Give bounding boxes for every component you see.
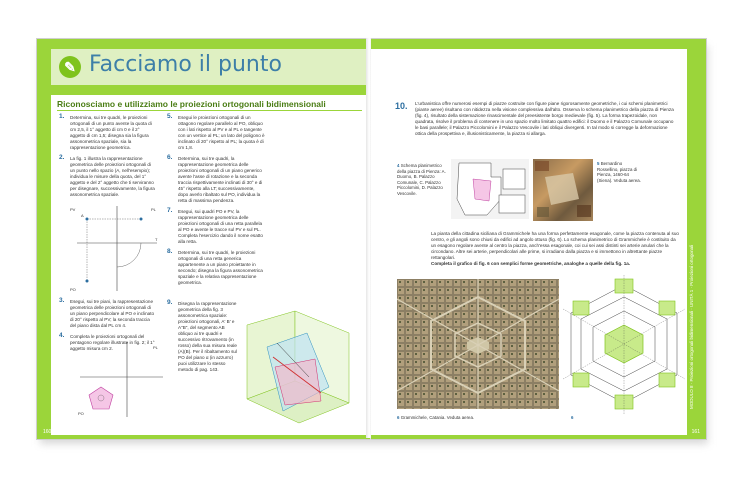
exercise-column-2 xyxy=(167,115,265,291)
exercise-item: 3. Esegui, sui tre piani, la rappresentazione geometrica delle proiezioni ortogonali di un piano perpendicolare al PO e inclinato di 20° rispetto al PV; la seconda traccia del piano dista dal PL cm 4. xyxy=(59,297,155,328)
exercise-item: 6. Determina, sui tre quadri, la rappresentazione geometrica delle proiezioni ortogonali di un piano generico avente l'asse di rotazione e la seconda traccia rispettivamente inclinati di 30° e di 45° rispetto alla LT; successivamente, dopo averlo ribaltato sul PO, individua la retta di massima pendenza. xyxy=(167,154,263,203)
figure-5-pienza-aerial-photo xyxy=(533,159,593,221)
exercise-10-number: 10. xyxy=(395,101,408,111)
open-book xyxy=(36,38,706,440)
figure-6-caption: 6 Grammichele, Catania. Veduta aerea. xyxy=(397,415,475,420)
figure-4-caption: 4 Schema planimetrico della piazza di Pienza: A. Duomo, B. Palazzo Comunale, C. Palazzo Piccolomini, D. Palazzo Vescovile. xyxy=(397,163,446,196)
page-number-left: 160 xyxy=(43,429,52,435)
figure-1-point-projection xyxy=(67,201,162,296)
a-label: A xyxy=(81,213,84,218)
exercise-item: 4. Completa le proiezioni ortogonali del pentagono regolare illustrate in fig. 2; il 1° aggetto misura cm 2. xyxy=(59,332,155,351)
pencil-icon: ✎ xyxy=(59,56,81,78)
page-number-right: 161 xyxy=(691,429,700,435)
exercise-item: 1. Determina, sui tre quadri, le proiezioni ortogonali di un punto avente la quota di cm 2,5, il 1° aggetto di cm 0 e il 2° aggetto di cm 1,5; disegna sia la figura assonometrica spaziale, sia la rappresentazione geometrica. xyxy=(59,113,152,150)
grammichele-text: La pianta della cittadina siciliana di Grammichele ha una forma perfettamente esagonale, come la piazza contenuta al suo centro, e gli angoli sono chiusi da edifici ad angolo ottuso (fig. 6). Lo schema planimetrico di Grammichele è costituito da un esagono regolare avente al centro la piazza, anch'essa esagonale, coi cui sei assi distinti sei arterie anulari che la circondano. Altre sei arterie, perpendicolari alle prime, si irradiano dalla piazza e si immettono in altrettante piazze rettangolari. xyxy=(431,231,679,260)
exercise-item: 9. Disegna la rappresentazione geometrica della fig. 3 assonometrica spaziale: proiezioni ortogonali, A' B' e A"B", del segmento AB obliquo ai tre quadri e successivo ritrovamento (in rosso) della sua misura reale (A)(B). Per il ribaltamento sul PO del piano α (in azzurro) puoi utilizzare lo stesso metodo di pag. 143. xyxy=(167,299,237,372)
po-label: PO xyxy=(70,287,76,292)
exercise-item: 7. Esegui, sui quadri PO e PV, la rappresentazione geometrica delle proiezioni ortogonali di una retta parallela al PO e avente le tracce sul PV e sul PL. Completa l'esercizio dando il nome esatto alla retta. xyxy=(167,207,263,244)
page-title: Facciamo il punto xyxy=(89,52,282,77)
left-page xyxy=(36,38,370,440)
pl-label: PL xyxy=(153,345,158,350)
figure-4-pienza-plan xyxy=(451,159,529,219)
pv-label: PV xyxy=(70,207,76,212)
figure-6-hexagon-diagram xyxy=(563,275,685,415)
figure-5-caption: 5 Bernardino Rossellino, piazza di Pienza, 1460-64 (Siena). Veduta aerea. xyxy=(597,161,641,183)
exercise-column-2b xyxy=(167,301,237,378)
exercise-column-1 xyxy=(59,115,155,203)
figure-3-axonometric xyxy=(237,307,357,427)
exercise-item: 2. La fig. 1 illustra la rappresentazione geometrica delle proiezioni ortogonali di un punto nello spazio (A, nell'esempio); individua le misure della quota, del 1° aggetto e del 2° aggetto che ti serviranno per disegnare, successivamente, la figura assonometrica spaziale. xyxy=(59,154,155,197)
right-page xyxy=(371,38,707,440)
exercise-item: 5. Esegui le proiezioni ortogonali di un ottagono regolare parallelo al PO, obliquo con i lati rispetto al PV e al PL e tangente con un vertice al PL; un lato del poligono è inclinato di 20° rispetto al PL; la quota è di cm 1,8. xyxy=(167,113,265,150)
figure-6-grammichele-aerial-photo xyxy=(397,279,559,409)
figure-2-pentagon xyxy=(75,339,165,419)
right-page-top xyxy=(371,49,687,95)
t-label: T xyxy=(155,237,158,242)
exercise-10-text: L'urbanistica offre numerosi esempi di piazze costruite con figure piane rigorosamente geometriche, i cui schemi planimetrici (piante aeree) risultano con nitidezza nella visione complessiva dall'alto. Osserva lo schema planimetrico della piazza di Pienza (fig. 4), risultato della sistemazione rinascimentale del preesistente borgo medievale (fig. 5). La forma trapezoidale, non quadrata, risolve il problema di contenere in uno spazio molto limitato quattro edifici: il Duomo e il Palazzo Comunale occupano le basi parallele; il Palazzo Piccolomini e il Palazzo Vescovile i lati obliqui divergenti. In tal modo si corregge la deformazione ottica della prospettiva e, illusionisticamente, la piazza si allarga. xyxy=(415,101,674,136)
figure-6b-caption: 6 xyxy=(571,415,574,420)
side-tab: MODULO 8 · Proiezioni ortogonali bidimensionali · UNITÀ 1 · Proiezioni ortogonali xyxy=(689,244,694,409)
pl-label: PL xyxy=(151,207,156,212)
grammichele-task: Completa il grafico di fig. 6 con semplici forme geometriche, analoghe a quelle della fig. 1a. xyxy=(431,261,631,266)
po-label: PO xyxy=(78,411,84,416)
section-title: Riconosciamo e utilizziamo le proiezioni ortogonali bidimensionali xyxy=(57,99,362,111)
exercise-item: 8. Determina, sui tre quadri, le proiezioni ortogonali di una retta generica appartenente a un piano proiettante in secondo; disegna la figura assonometrica spaziale e la relativa rappresentazione geometrica. xyxy=(167,248,263,285)
